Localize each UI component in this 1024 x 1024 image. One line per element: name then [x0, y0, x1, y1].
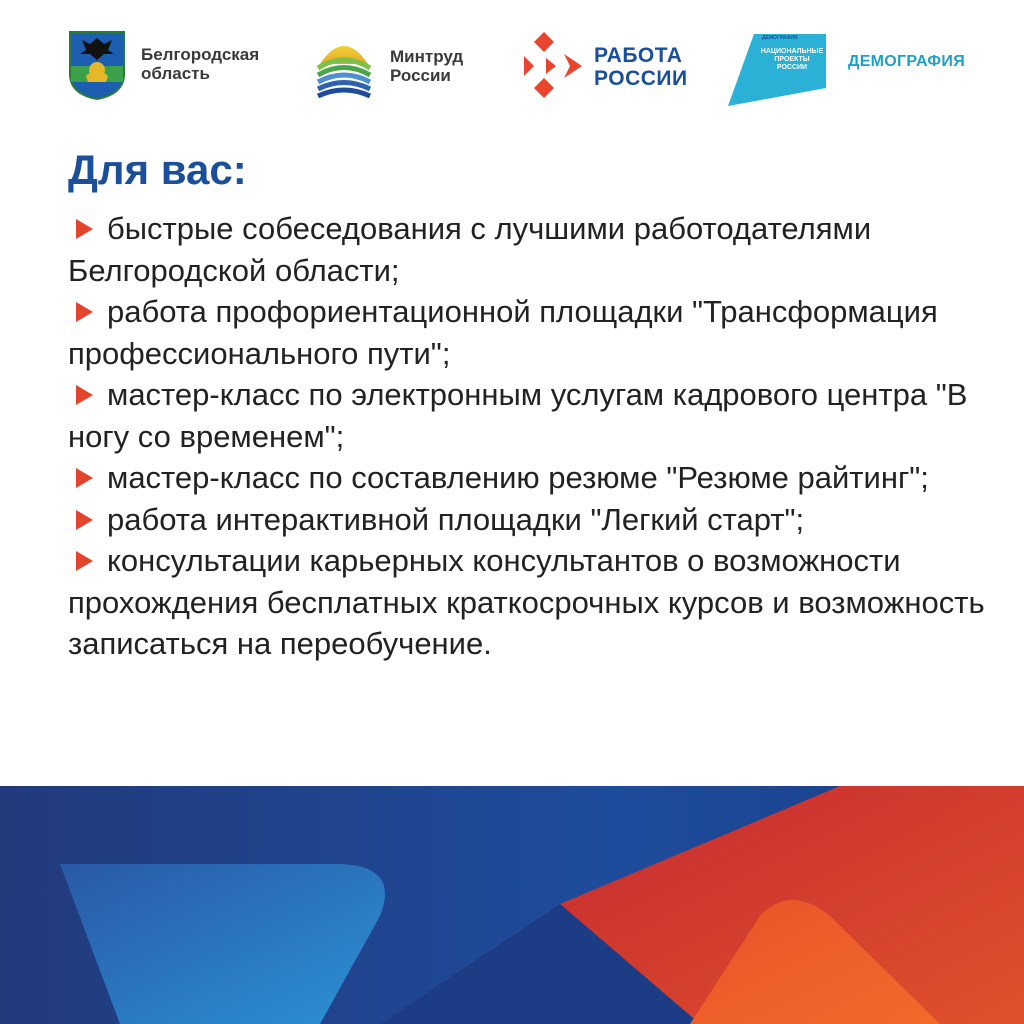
list-item: [68, 499, 1003, 541]
list-item: [68, 291, 1003, 374]
mintrud-logo: [316, 30, 476, 102]
benefits-list: [68, 208, 1003, 665]
belgorod-coat-of-arms-icon: [68, 30, 126, 100]
natsproekty-small-label: ДЕМОГРАФИЯ: [762, 35, 798, 41]
bullet-arrow-icon: [76, 510, 93, 530]
list-item: [68, 540, 1003, 665]
list-item-text: мастер-класс по электронным услугам кадрового центра "В ногу со временем";: [68, 377, 968, 454]
rabota-rossii-text: РАБОТА РОССИИ: [594, 44, 688, 90]
mintrud-text: Минтруд России: [390, 47, 464, 85]
logo-bar: [0, 0, 1024, 140]
bullet-arrow-icon: [76, 468, 93, 488]
bullet-arrow-icon: [76, 219, 93, 239]
section-heading: Для вас:: [68, 146, 247, 193]
mintrud-sun-waves-icon: [316, 30, 372, 98]
list-item: [68, 374, 1003, 457]
list-item: [68, 457, 1003, 499]
decorative-footer-banner: [0, 786, 1024, 1024]
list-item: [68, 208, 1003, 291]
demografiya-text: ДЕМОГРАФИЯ: [848, 53, 965, 70]
bullet-arrow-icon: [76, 551, 93, 571]
rabota-rossii-arrows-icon: [524, 30, 584, 98]
bullet-arrow-icon: [76, 385, 93, 405]
natsproekty-text: НАЦИОНАЛЬНЫЕ ПРОЕКТЫ РОССИИ: [760, 48, 824, 71]
natsproekty-logo: [728, 30, 828, 106]
bullet-arrow-icon: [76, 302, 93, 322]
rabota-rossii-logo: [524, 30, 704, 102]
belgorod-text: Белгородская область: [141, 45, 260, 83]
belgorod-logo: [68, 30, 268, 102]
list-item-text: быстрые собеседования с лучшими работодателями Белгородской области;: [68, 211, 872, 288]
list-item-text: работа профориентационной площадки "Трансформация профессионального пути";: [68, 294, 938, 371]
list-item-text: консультации карьерных консультантов о возможности прохождения бесплатных краткосрочных курсов и возможность записаться на переобучение.: [68, 543, 985, 661]
list-item-text: работа интерактивной площадки "Легкий старт";: [107, 501, 805, 537]
list-item-text: мастер-класс по составлению резюме "Резюме райтинг";: [107, 460, 929, 495]
